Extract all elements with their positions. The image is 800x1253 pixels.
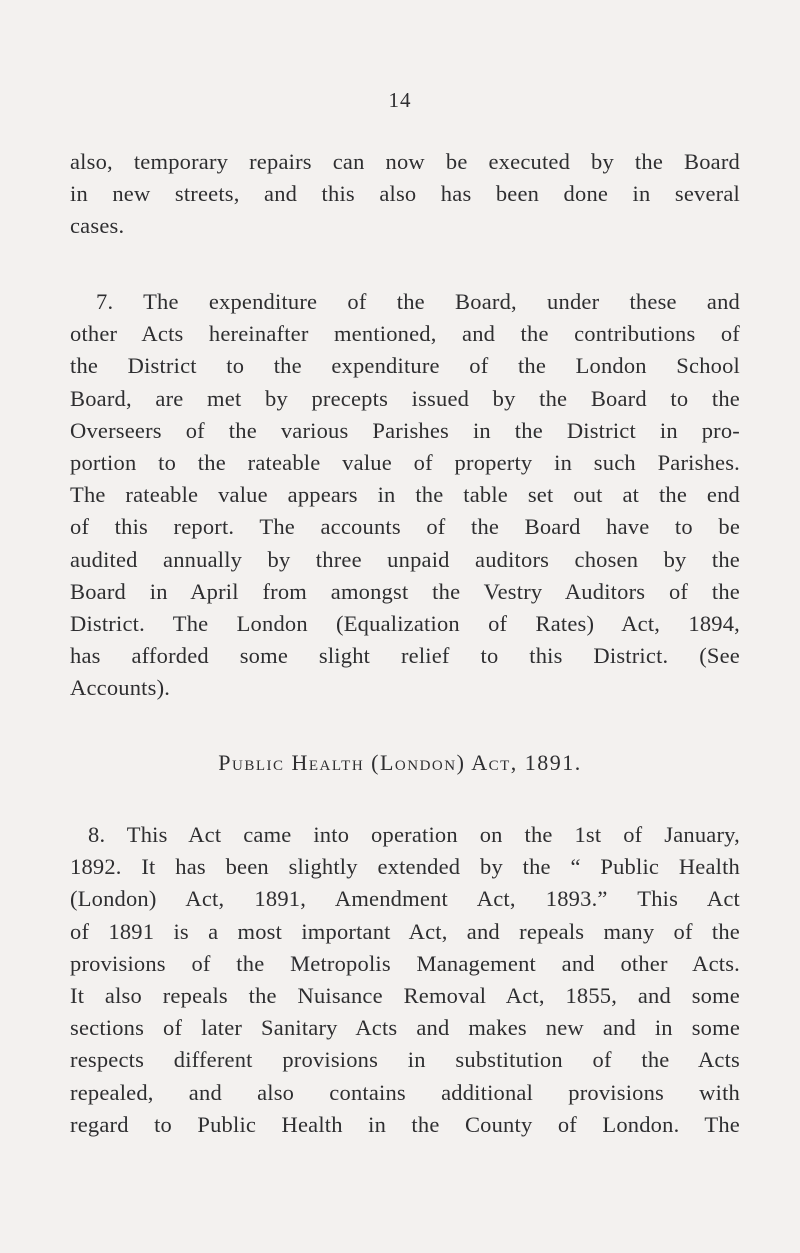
text-line: audited annually by three unpaid auditors chosen by the [70, 546, 740, 572]
text-line: the District to the expenditure of the London School [70, 353, 740, 379]
text-line: provisions of the Metropolis Management and other Acts. [70, 950, 740, 976]
text-line: 8. This Act came into operation on the 1st of January, [88, 822, 740, 847]
text-line: also, temporary repairs can now be executed by the Board [70, 149, 740, 174]
text-line: repealed, and also contains additional provisions with [70, 1079, 740, 1105]
text-line: The rateable value appears in the table set out at the end [70, 482, 740, 508]
text-line: of this report. The accounts of the Board have to be [70, 514, 740, 540]
text-line: regard to Public Health in the County of London. The [70, 1111, 740, 1137]
text-line: respects different provisions in substitution of the Acts [70, 1047, 740, 1073]
text-line: Board, are met by precepts issued by the Board to the [70, 385, 740, 411]
text-line: of 1891 is a most important Act, and repeals many of the [70, 918, 740, 944]
text-line: 7. The expenditure of the Board, under these and [96, 289, 740, 314]
text-line: other Acts hereinafter mentioned, and the contributions of [70, 321, 740, 347]
text-line: It also repeals the Nuisance Removal Act, 1855, and some [70, 983, 740, 1009]
text-line: (London) Act, 1891, Amendment Act, 1893.” This Act [70, 886, 740, 912]
paragraph-8 [70, 819, 740, 1141]
text-line: Overseers of the various Parishes in the District in pro- [70, 417, 740, 443]
text-line: District. The London (Equalization of Rates) Act, 1894, [70, 611, 740, 637]
text-line: in new streets, and this also has been done in several [70, 181, 740, 207]
text-line: 1892. It has been slightly extended by the “ Public Health [70, 854, 740, 880]
text-line: cases. [70, 213, 125, 239]
text-line: has afforded some slight relief to this District. (See [70, 643, 740, 669]
text-line: Board in April from amongst the Vestry Auditors of the [70, 578, 740, 604]
intro-paragraph [70, 146, 740, 243]
paragraph-7 [70, 286, 740, 705]
section-heading: Public Health (London) Act, 1891. [218, 750, 582, 775]
page-number: 14 [388, 88, 412, 112]
text-line: portion to the rateable value of property in such Parishes. [70, 450, 740, 476]
text-line: sections of later Sanitary Acts and makes new and in some [70, 1015, 740, 1041]
text-line: Accounts). [70, 675, 171, 701]
